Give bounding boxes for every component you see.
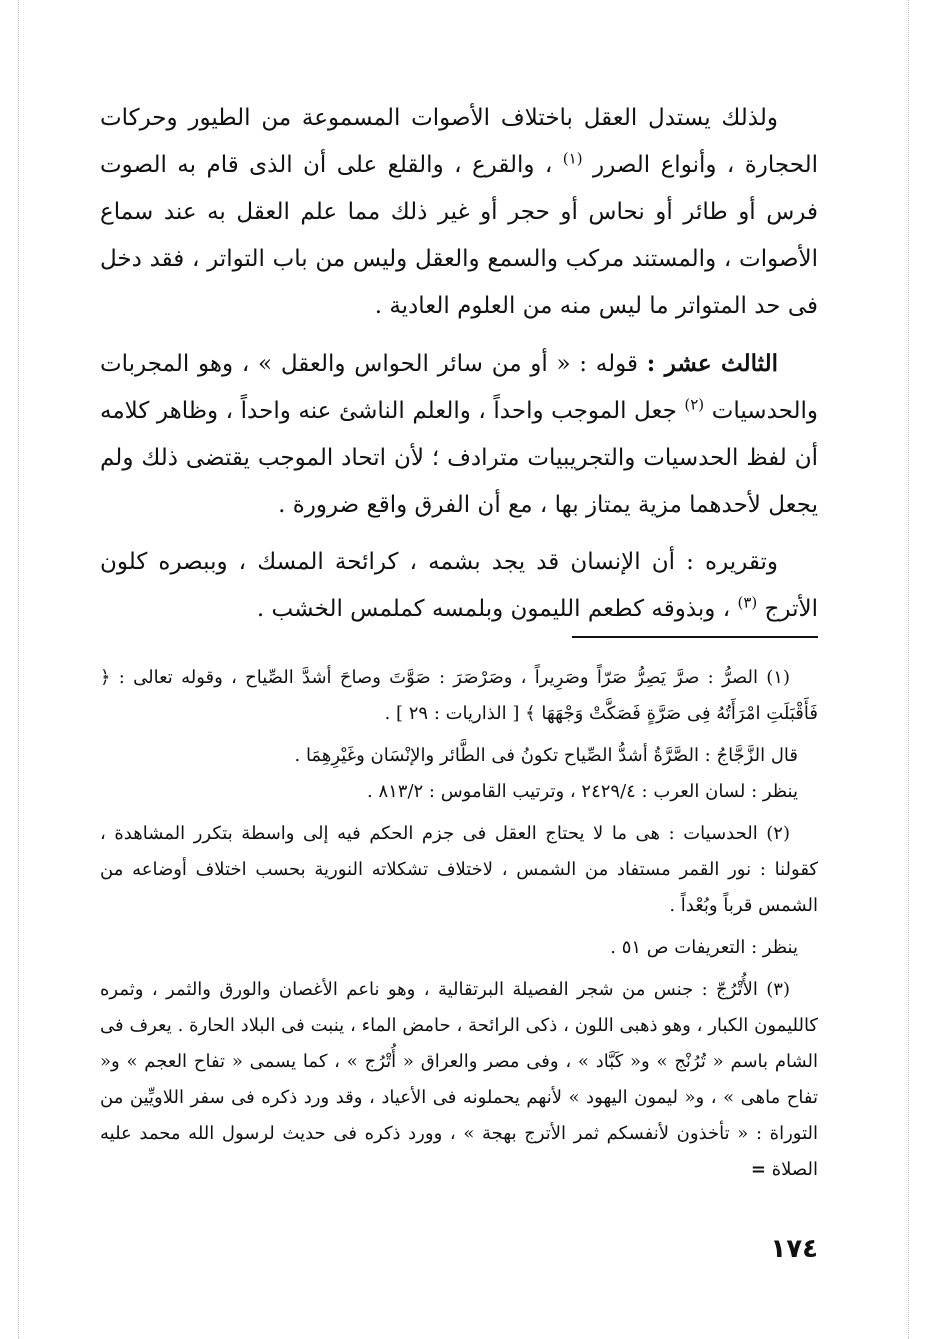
- paragraph-2: [100, 340, 818, 529]
- page-edge-right: [908, 0, 909, 1339]
- footnote-ref-1[interactable]: (١): [562, 149, 583, 168]
- paragraph-1: [100, 95, 818, 330]
- paragraph-3-text-cont: ، وبذوقه كطعم الليمون وبلمسه كملمس الخشب .: [256, 596, 731, 622]
- footnote-3-text: (٣) الأُتْرُجّ : جنس من شجر الفصيلة البرتقالية ، وهو ناعم الأغصان والورق والثمر ، وثمره كالليمون الكبار ، وهو ذهبى اللون ، ذكى الرائحة ، حامض الماء ، ينبت فى البلاد الحارة . يعرف فى الشام باسم « تُرُنْج » و« كَبَّاد » ، وفى مصر والعراق « أُتْرُج » ، كما يسمى « تفاح العجم » و« تفاح ماهى » ، و« ليمون اليهود » لأنهم يحملونه فى الأعياد ، وقد ورد ذكره فى سفر اللاويِّين من التوراة : « تأخذون لأنفسكم ثمر الأترج بهجة » ، وورد ذكره فى حديث لرسول الله محمد عليه الصلاة: [100, 979, 818, 1180]
- footnote-2-source: ينظر : التعريفات ص ٥١ .: [610, 937, 798, 958]
- footnote-separator: [572, 636, 818, 638]
- footnote-1: (١) الصرُّ : صرَّ يَصِرُّ صَرّاً وصَرِيراً ، وصَرْصَرَ : صَوَّتَ وصاحَ أشدَّ الصِّياح ، وقوله تعالى : ﴿ فَأَقْبَلَتِ امْرَأَتُهُ فِى صَرَّةٍ فَصَكَّتْ وَجْهَهَا ﴾ [ الذاريات : ٢٩ ] .: [100, 667, 818, 724]
- footnote-2: (٢) الحدسيات : هى ما لا يحتاج العقل فى جزم الحكم فيه إلى واسطة بتكرر المشاهدة ، كقولنا : نور القمر مستفاد من الشمس ، لاختلاف تشكلاته النورية بحسب اختلاف أوضاعه من الشمس قرباً وبُعْداً .: [100, 823, 818, 916]
- section-heading: الثالث عشر :: [646, 350, 778, 377]
- paragraph-1-text: ولذلك يستدل العقل باختلاف الأصوات المسموعة من الطيور وحركات الحجارة ، وأنواع الصرر: [100, 105, 819, 178]
- paragraph-1-text-cont: ، والقرع ، والقلع على أن الذى قام به الصوت فرس أو طائر أو نحاس أو حجر أو غير ذلك مما علم العقل به عند سماع الأصوات ، والمستند مركب والسمع والعقل وليس من باب التواتر ، فقد دخل فى حد المتواتر ما ليس منه من العلوم العادية .: [100, 152, 818, 319]
- footnote-1-quote: قال الزَّجَّاجُ : الصَّرَّةُ أشدُّ الصِّياح تكونُ فى الطَّائر والإنْسَان وغَيْرِهِمَا .: [294, 745, 798, 766]
- footnote-3: [100, 972, 818, 1188]
- footnotes: [100, 660, 818, 1194]
- page-edge-left: [18, 0, 19, 1339]
- paragraph-3: [100, 539, 818, 633]
- paragraph-3-text: وتقريره : أن الإنسان قد يجد بشمه ، كرائحة المسك ، وببصره كلون الأترج: [100, 549, 818, 622]
- page-number: ١٧٤: [770, 1234, 818, 1264]
- paragraph-2-text: قوله : « أو من سائر الحواس والعقل » ، وهو المجربات والحدسيات: [100, 351, 818, 424]
- footnote-ref-2[interactable]: (٢): [684, 395, 705, 414]
- footnote-ref-3[interactable]: (٣): [737, 593, 758, 612]
- main-text: [100, 95, 818, 643]
- footnote-continuation-mark: =: [750, 1159, 766, 1180]
- paragraph-2-text-cont: جعل الموجب واحداً ، والعلم الناشئ عنه واحداً ، وظاهر كلامه أن لفظ الحدسيات والتجريبيات مترادف ؛ لأن اتحاد الموجب يقتضى ذلك ولم يجعل لأحدهما مزية يمتاز بها ، مع أن الفرق واقع ضرورة .: [100, 398, 818, 518]
- footnote-1-source: ينظر : لسان العرب : ٢٤٢٩/٤ ، وترتيب القاموس : ٨١٣/٢ .: [366, 781, 798, 802]
